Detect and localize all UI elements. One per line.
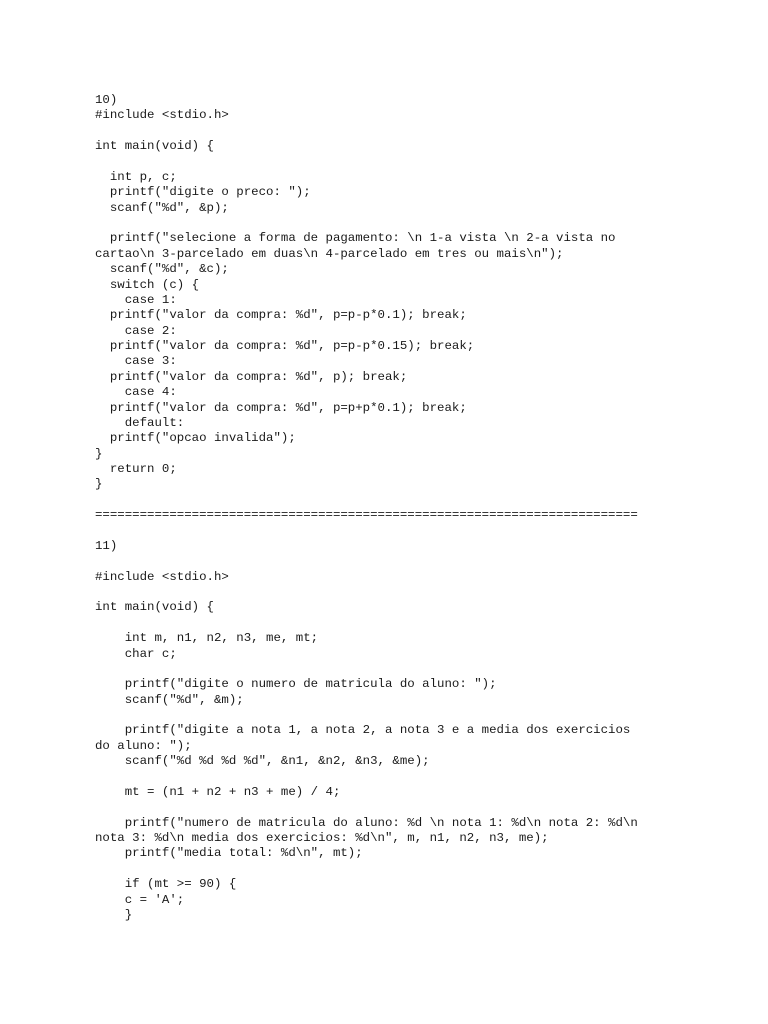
code-line: printf("opcao invalida"); <box>95 431 296 446</box>
code-line: printf("media total: %d\n", mt); <box>95 846 363 861</box>
code-line: scanf("%d", &m); <box>95 692 244 707</box>
code-line: return 0; <box>95 462 177 476</box>
code-line: case 3: <box>95 354 177 369</box>
code-line: case 2: <box>95 323 177 338</box>
code-line: char c; <box>95 646 177 661</box>
code-line: default: <box>95 415 185 430</box>
code-line: scanf("%d", &p); <box>95 200 229 215</box>
code-line: } <box>95 446 103 461</box>
code-listing <box>95 93 685 923</box>
code-line: switch (c) { <box>95 277 200 292</box>
code-line: nota 3: %d\n media dos exercicios: %d\n", m, n1, n2, n3, me); <box>95 831 549 845</box>
code-line: printf("valor da compra: %d", p=p+p*0.1); break; <box>95 400 467 415</box>
code-line: int main(void) { <box>95 139 214 154</box>
code-line: cartao\n 3-parcelado em duas\n 4-parcelado em tres ou mais\n"); <box>95 246 564 261</box>
code-line: if (mt >= 90) { <box>95 877 237 892</box>
code-line: scanf("%d", &c); <box>95 262 229 277</box>
code-line: printf("valor da compra: %d", p=p-p*0.1); break; <box>95 308 467 323</box>
code-line: scanf("%d %d %d %d", &n1, &n2, &n3, &me); <box>95 754 430 769</box>
code-line <box>95 524 685 539</box>
code-line: #include <stdio.h> <box>95 569 229 584</box>
code-line: printf("selecione a forma de pagamento: \n 1-a vista \n 2-a vista no <box>95 231 616 246</box>
code-line: #include <stdio.h> <box>95 108 229 123</box>
code-line <box>95 862 685 877</box>
code-line: printf("digite a nota 1, a nota 2, a nota 3 e a media dos exercicios <box>95 723 631 738</box>
code-line <box>95 708 685 723</box>
code-line: int m, n1, n2, n3, me, mt; <box>95 631 319 646</box>
code-line: case 4: <box>95 385 177 400</box>
code-line <box>95 770 685 785</box>
code-line: case 1: <box>95 292 177 307</box>
code-line: int p, c; <box>95 169 177 184</box>
code-line: 11) <box>95 538 118 553</box>
code-line: printf("digite o numero de matricula do aluno: "); <box>95 677 497 692</box>
code-line <box>95 493 685 508</box>
code-line <box>95 662 685 677</box>
code-line: 10) <box>95 93 118 107</box>
code-line: int main(void) { <box>95 600 214 615</box>
code-line <box>95 554 685 569</box>
code-line: printf("valor da compra: %d", p=p-p*0.15); break; <box>95 339 475 353</box>
code-line: ========================================================================= <box>95 508 638 523</box>
code-line: } <box>95 907 133 922</box>
code-line <box>95 616 685 631</box>
code-line: printf("digite o preco: "); <box>95 185 311 200</box>
code-line <box>95 124 685 139</box>
code-line: printf("numero de matricula do aluno: %d \n nota 1: %d\n nota 2: %d\n <box>95 815 638 830</box>
code-line <box>95 216 685 231</box>
code-line: c = 'A'; <box>95 892 185 907</box>
code-line: } <box>95 477 103 492</box>
code-line: mt = (n1 + n2 + n3 + me) / 4; <box>95 784 341 799</box>
code-line <box>95 155 685 170</box>
code-line <box>95 800 685 815</box>
code-line <box>95 585 685 600</box>
code-line: printf("valor da compra: %d", p); break; <box>95 369 408 384</box>
code-line: do aluno: "); <box>95 738 192 753</box>
